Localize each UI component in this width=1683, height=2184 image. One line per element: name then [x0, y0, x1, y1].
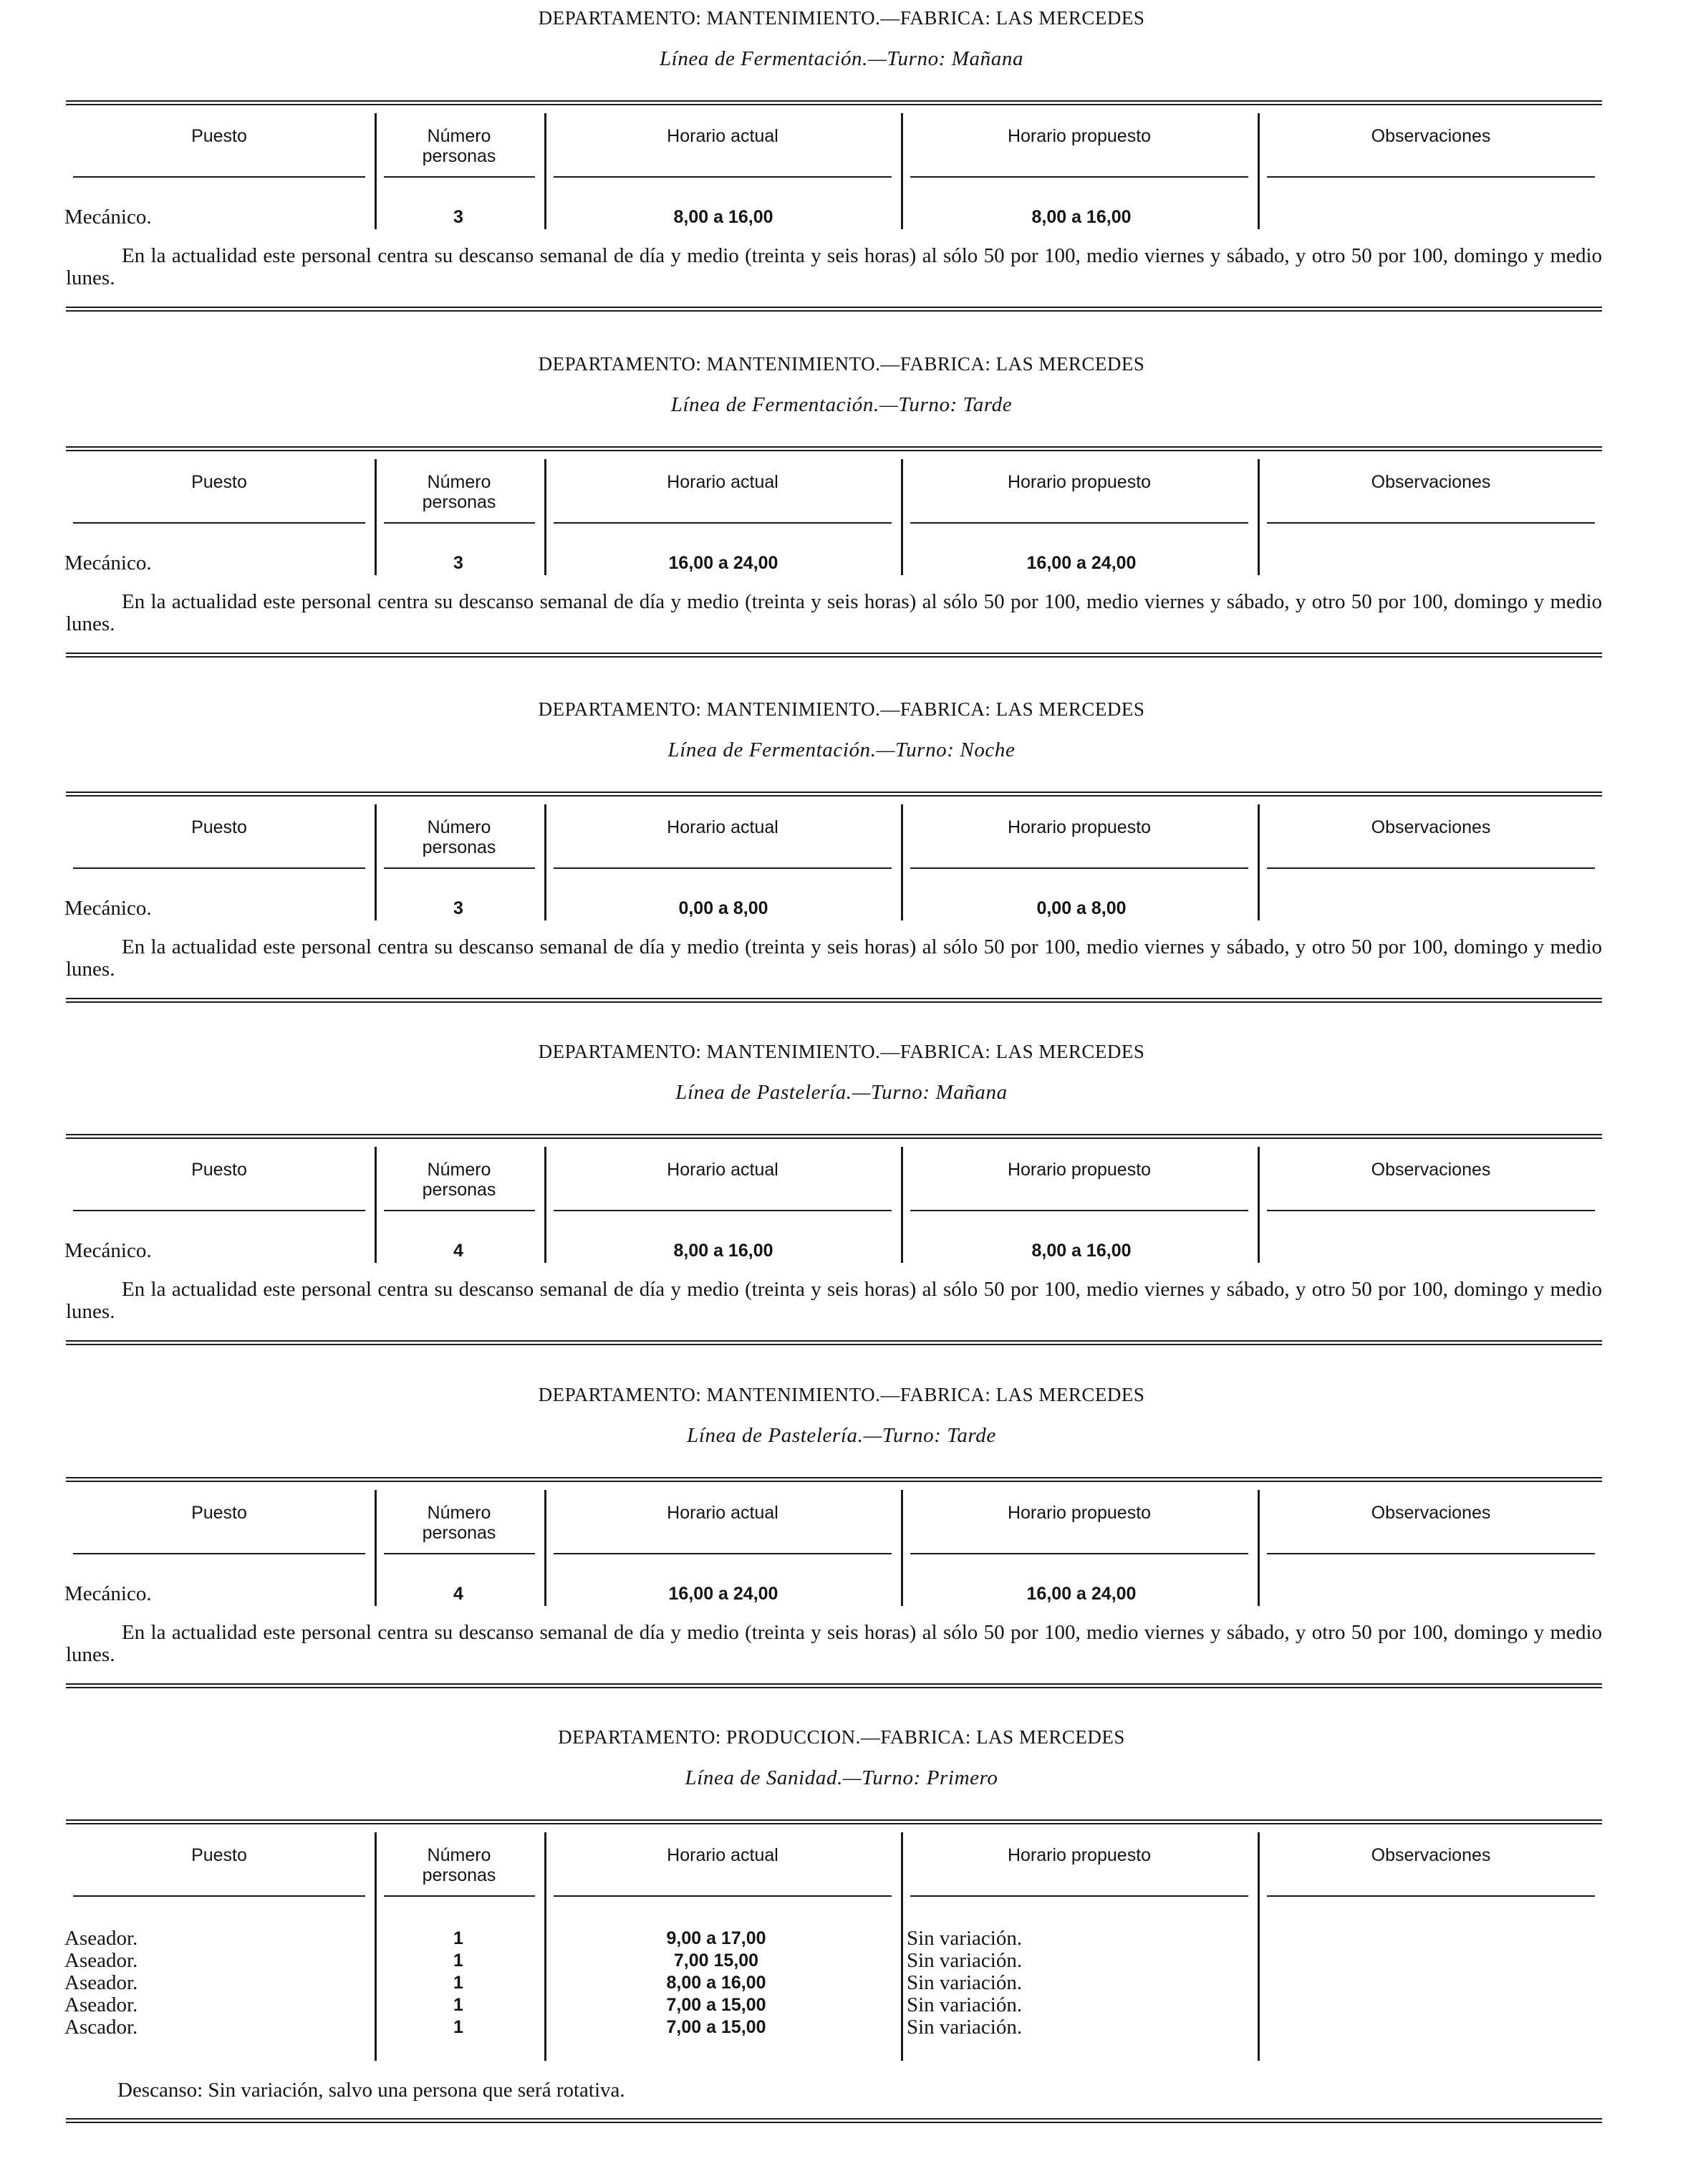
section-note: En la actualidad este personal centra su descanso semanal de día y medio (treinta y seis horas) al sólo 50 por 100, medio viernes y sábado, y otro 50 por 100, domingo y medio lunes.	[66, 1278, 1602, 1323]
section-note: Descanso: Sin variación, salvo una persona que será rotativa.	[117, 2079, 625, 2102]
header-underline	[73, 1895, 365, 1897]
numero-personas-cell: 1	[453, 1950, 463, 1971]
schedule-section	[0, 1377, 1683, 1713]
column-header-horario-actual: Horario actual	[667, 1845, 778, 1865]
puesto-cell: Ascador.	[64, 2016, 138, 2039]
horario-actual-cell: 8,00 a 16,00	[666, 1973, 766, 1993]
header-underline	[1267, 1553, 1595, 1554]
column-header-numero-personas: Número personas	[422, 472, 496, 512]
column-divider	[544, 1147, 546, 1263]
column-divider	[1258, 459, 1260, 575]
column-divider	[375, 1147, 377, 1263]
column-header-horario-propuesto: Horario propuesto	[1007, 126, 1152, 146]
column-header-horario-propuesto: Horario propuesto	[1007, 1503, 1152, 1523]
header-underline	[910, 867, 1248, 869]
header-underline	[554, 867, 892, 869]
column-divider	[375, 804, 377, 920]
header-underline	[1267, 1895, 1595, 1897]
column-divider	[1258, 1490, 1260, 1606]
header-underline	[384, 1895, 535, 1897]
schedule-section	[0, 346, 1683, 683]
header-underline	[910, 176, 1248, 178]
department-heading: DEPARTAMENTO: MANTENIMIENTO.—FABRICA: LAS MERCEDES	[538, 7, 1145, 29]
column-divider	[901, 113, 903, 229]
column-divider	[375, 1490, 377, 1606]
department-heading: DEPARTAMENTO: MANTENIMIENTO.—FABRICA: LAS MERCEDES	[538, 353, 1145, 375]
column-divider	[544, 1490, 546, 1606]
line-shift-subtitle: Línea de Fermentación.—Turno: Tarde	[670, 393, 1013, 416]
column-header-horario-propuesto: Horario propuesto	[1007, 472, 1152, 492]
puesto-cell: Aseador.	[64, 1971, 138, 1994]
header-underline	[554, 1895, 892, 1897]
table-top-rule	[66, 792, 1602, 797]
header-underline	[73, 1210, 365, 1211]
column-divider	[375, 113, 377, 229]
header-underline	[1267, 867, 1595, 869]
column-header-puesto: Puesto	[191, 1503, 247, 1523]
puesto-cell: Mecánico.	[64, 1582, 152, 1605]
horario-propuesto-cell: 16,00 a 24,00	[1026, 553, 1137, 573]
column-header-puesto: Puesto	[191, 1845, 247, 1865]
horario-actual-cell: 7,00 a 15,00	[666, 1995, 766, 2015]
schedule-section	[0, 1719, 1683, 2102]
horario-actual-cell: 8,00 a 16,00	[673, 1241, 773, 1261]
column-header-horario-actual: Horario actual	[667, 1503, 778, 1523]
header-underline	[73, 1553, 365, 1554]
column-divider	[901, 459, 903, 575]
column-divider	[1258, 804, 1260, 920]
column-header-horario-actual: Horario actual	[667, 126, 778, 146]
numero-personas-cell: 3	[453, 898, 463, 918]
table-top-rule	[66, 1819, 1602, 1824]
section-bottom-rule	[66, 307, 1602, 312]
header-underline	[1267, 176, 1595, 178]
header-underline	[910, 1895, 1248, 1897]
column-divider	[901, 1832, 903, 2061]
horario-propuesto-cell: Sin variación.	[907, 2016, 1023, 2039]
horario-actual-cell: 16,00 a 24,00	[668, 553, 778, 573]
header-underline	[554, 522, 892, 524]
column-divider	[375, 459, 377, 575]
puesto-cell: Aseador.	[64, 1993, 138, 2016]
numero-personas-cell: 4	[453, 1584, 463, 1604]
puesto-cell: Mecánico.	[64, 897, 152, 920]
column-divider	[375, 1832, 377, 2061]
horario-propuesto-cell: 8,00 a 16,00	[1031, 1241, 1132, 1261]
column-divider	[544, 804, 546, 920]
numero-personas-cell: 4	[453, 1241, 463, 1261]
header-underline	[73, 176, 365, 178]
column-header-observaciones: Observaciones	[1371, 126, 1491, 146]
horario-propuesto-cell: Sin variación.	[907, 1971, 1023, 1994]
numero-personas-cell: 1	[453, 1995, 463, 2015]
section-note: En la actualidad este personal centra su descanso semanal de día y medio (treinta y seis horas) al sólo 50 por 100, medio viernes y sábado, y otro 50 por 100, domingo y medio lunes.	[66, 1621, 1602, 1666]
horario-actual-cell: 9,00 a 17,00	[666, 1928, 766, 1948]
puesto-cell: Aseador.	[64, 1949, 138, 1972]
column-header-horario-propuesto: Horario propuesto	[1007, 1845, 1152, 1865]
header-underline	[384, 176, 535, 178]
column-header-numero-personas: Número personas	[422, 1160, 496, 1200]
header-underline	[384, 867, 535, 869]
column-header-horario-actual: Horario actual	[667, 817, 778, 837]
column-divider	[1258, 1147, 1260, 1263]
column-divider	[1258, 113, 1260, 229]
header-underline	[1267, 1210, 1595, 1211]
column-header-observaciones: Observaciones	[1371, 1160, 1491, 1180]
horario-propuesto-cell: 16,00 a 24,00	[1026, 1584, 1137, 1604]
horario-actual-cell: 8,00 a 16,00	[673, 207, 773, 227]
column-header-numero-personas: Número personas	[422, 1845, 496, 1885]
column-divider	[544, 113, 546, 229]
column-header-puesto: Puesto	[191, 472, 247, 492]
column-header-observaciones: Observaciones	[1371, 817, 1491, 837]
line-shift-subtitle: Línea de Pastelería.—Turno: Tarde	[687, 1424, 996, 1447]
column-header-puesto: Puesto	[191, 817, 247, 837]
column-divider	[901, 1147, 903, 1263]
header-underline	[1267, 522, 1595, 524]
horario-propuesto-cell: Sin variación.	[907, 1927, 1023, 1950]
puesto-cell: Mecánico.	[64, 1239, 152, 1262]
line-shift-subtitle: Línea de Pastelería.—Turno: Mañana	[675, 1081, 1008, 1104]
horario-propuesto-cell: Sin variación.	[907, 1993, 1023, 2016]
numero-personas-cell: 1	[453, 2017, 463, 2037]
horario-propuesto-cell: 0,00 a 8,00	[1036, 898, 1127, 918]
section-note: En la actualidad este personal centra su descanso semanal de día y medio (treinta y seis horas) al sólo 50 por 100, medio viernes y sábado, y otro 50 por 100, domingo y medio lunes.	[66, 244, 1602, 289]
header-underline	[910, 522, 1248, 524]
horario-actual-cell: 0,00 a 8,00	[678, 898, 768, 918]
table-top-rule	[66, 1134, 1602, 1139]
horario-propuesto-cell: Sin variación.	[907, 1949, 1023, 1972]
section-note: En la actualidad este personal centra su descanso semanal de día y medio (treinta y seis horas) al sólo 50 por 100, medio viernes y sábado, y otro 50 por 100, domingo y medio lunes.	[66, 590, 1602, 635]
section-bottom-rule	[66, 653, 1602, 658]
puesto-cell: Mecánico.	[64, 552, 152, 574]
section-bottom-rule	[66, 1340, 1602, 1345]
department-heading: DEPARTAMENTO: MANTENIMIENTO.—FABRICA: LAS MERCEDES	[538, 1041, 1145, 1062]
horario-actual-cell: 16,00 a 24,00	[668, 1584, 778, 1604]
numero-personas-cell: 1	[453, 1973, 463, 1993]
column-divider	[1258, 1832, 1260, 2061]
schedule-section	[0, 1034, 1683, 1370]
puesto-cell: Aseador.	[64, 1927, 138, 1950]
column-header-horario-actual: Horario actual	[667, 1160, 778, 1180]
column-divider	[544, 459, 546, 575]
column-header-numero-personas: Número personas	[422, 1503, 496, 1543]
header-underline	[910, 1210, 1248, 1211]
table-top-rule	[66, 446, 1602, 451]
department-heading: DEPARTAMENTO: PRODUCCION.—FABRICA: LAS MERCEDES	[558, 1726, 1125, 1748]
column-header-horario-propuesto: Horario propuesto	[1007, 1160, 1152, 1180]
header-underline	[384, 522, 535, 524]
column-header-observaciones: Observaciones	[1371, 472, 1491, 492]
numero-personas-cell: 1	[453, 1928, 463, 1948]
header-underline	[73, 522, 365, 524]
section-bottom-rule	[66, 2118, 1602, 2123]
numero-personas-cell: 3	[453, 553, 463, 573]
column-header-horario-propuesto: Horario propuesto	[1007, 817, 1152, 837]
column-header-puesto: Puesto	[191, 126, 247, 146]
schedule-section	[0, 691, 1683, 1028]
column-header-puesto: Puesto	[191, 1160, 247, 1180]
column-header-observaciones: Observaciones	[1371, 1503, 1491, 1523]
line-shift-subtitle: Línea de Fermentación.—Turno: Noche	[667, 739, 1016, 761]
department-heading: DEPARTAMENTO: MANTENIMIENTO.—FABRICA: LAS MERCEDES	[538, 698, 1145, 720]
header-underline	[554, 1553, 892, 1554]
horario-actual-cell: 7,00 15,00	[673, 1950, 759, 1971]
department-heading: DEPARTAMENTO: MANTENIMIENTO.—FABRICA: LAS MERCEDES	[538, 1384, 1145, 1405]
header-underline	[384, 1553, 535, 1554]
column-header-numero-personas: Número personas	[422, 126, 496, 166]
table-top-rule	[66, 1477, 1602, 1482]
header-underline	[554, 176, 892, 178]
header-underline	[554, 1210, 892, 1211]
section-note: En la actualidad este personal centra su descanso semanal de día y medio (treinta y seis horas) al sólo 50 por 100, medio viernes y sábado, y otro 50 por 100, domingo y medio lunes.	[66, 935, 1602, 981]
column-header-numero-personas: Número personas	[422, 817, 496, 857]
numero-personas-cell: 3	[453, 207, 463, 227]
horario-propuesto-cell: 8,00 a 16,00	[1031, 207, 1132, 227]
column-divider	[901, 1490, 903, 1606]
header-underline	[910, 1553, 1248, 1554]
line-shift-subtitle: Línea de Fermentación.—Turno: Mañana	[659, 47, 1024, 70]
section-bottom-rule	[66, 1683, 1602, 1688]
table-top-rule	[66, 100, 1602, 105]
column-divider	[544, 1832, 546, 2061]
header-underline	[73, 867, 365, 869]
column-divider	[901, 804, 903, 920]
column-header-horario-actual: Horario actual	[667, 472, 778, 492]
section-bottom-rule	[66, 998, 1602, 1003]
horario-actual-cell: 7,00 a 15,00	[666, 2017, 766, 2037]
line-shift-subtitle: Línea de Sanidad.—Turno: Primero	[685, 1766, 998, 1789]
column-header-observaciones: Observaciones	[1371, 1845, 1491, 1865]
header-underline	[384, 1210, 535, 1211]
schedule-section	[0, 0, 1683, 337]
puesto-cell: Mecánico.	[64, 206, 152, 228]
